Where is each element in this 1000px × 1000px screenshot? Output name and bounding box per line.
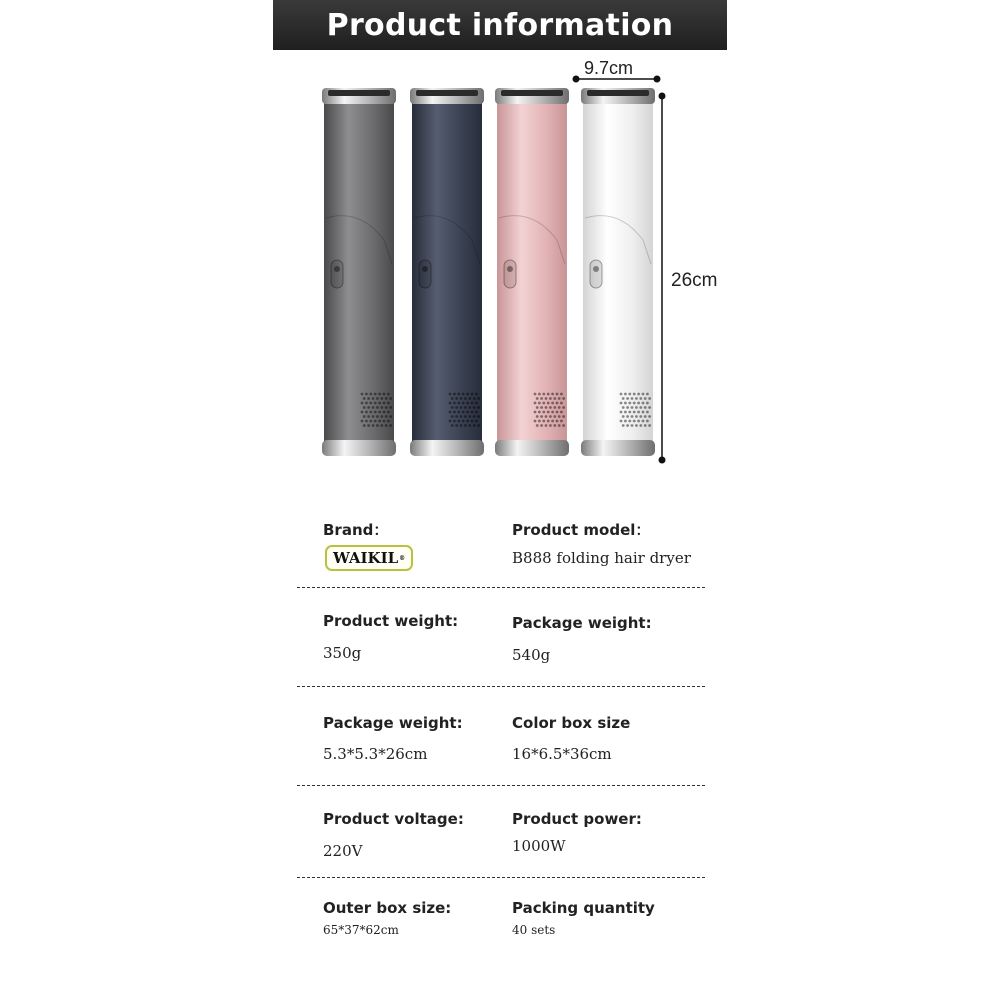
vent-hole bbox=[553, 406, 556, 409]
switch-knob bbox=[507, 266, 513, 272]
vent-hole bbox=[369, 393, 372, 396]
model-label: Product model： bbox=[512, 521, 651, 539]
vent-hole bbox=[455, 415, 458, 418]
vent-hole bbox=[633, 420, 636, 423]
vent-hole bbox=[639, 424, 642, 427]
vent-hole bbox=[462, 420, 465, 423]
vent-hole bbox=[464, 397, 467, 400]
vent-hole bbox=[449, 402, 452, 405]
spec-row-electrical bbox=[297, 785, 705, 878]
vent-hole bbox=[637, 402, 640, 405]
vent-hole bbox=[536, 415, 539, 418]
vent-hole bbox=[374, 411, 377, 414]
vent-hole bbox=[637, 420, 640, 423]
brand-logo: WAIKIL ® bbox=[325, 545, 413, 571]
vent-hole bbox=[471, 411, 474, 414]
vent-hole bbox=[631, 424, 634, 427]
vent-hole bbox=[471, 420, 474, 423]
vent-hole bbox=[376, 406, 379, 409]
voltage-value: 220V bbox=[323, 842, 363, 860]
vent-hole bbox=[542, 420, 545, 423]
vent-hole bbox=[633, 411, 636, 414]
vent-hole bbox=[639, 406, 642, 409]
vent-hole bbox=[365, 402, 368, 405]
vent-hole bbox=[361, 420, 364, 423]
vent-hole bbox=[367, 397, 370, 400]
vent-hole bbox=[372, 397, 375, 400]
vent-hole bbox=[538, 402, 541, 405]
vent-hole bbox=[451, 397, 454, 400]
vent-hole bbox=[473, 424, 476, 427]
vent-hole bbox=[363, 406, 366, 409]
vent-hole bbox=[624, 420, 627, 423]
vent-hole bbox=[560, 411, 563, 414]
vent-hole bbox=[547, 393, 550, 396]
vent-hole bbox=[453, 411, 456, 414]
vent-hole bbox=[457, 402, 460, 405]
vent-hole bbox=[380, 424, 383, 427]
vent-hole bbox=[637, 411, 640, 414]
color-box-value: 16*6.5*36cm bbox=[512, 745, 612, 763]
vent-hole bbox=[385, 415, 388, 418]
bottom-metal-ring bbox=[495, 440, 569, 456]
vent-hole bbox=[551, 402, 554, 405]
vent-hole bbox=[369, 402, 372, 405]
vent-hole bbox=[361, 393, 364, 396]
vent-hole bbox=[460, 415, 463, 418]
vent-hole bbox=[376, 424, 379, 427]
switch-knob bbox=[422, 266, 428, 272]
outer-box-label: Outer box size: bbox=[323, 899, 452, 917]
vent-hole bbox=[646, 402, 649, 405]
product-image-pink bbox=[495, 88, 569, 456]
vent-hole bbox=[644, 424, 647, 427]
vent-hole bbox=[372, 424, 375, 427]
width-dimension-label: 9.7cm bbox=[584, 58, 634, 78]
voltage-label: Product voltage: bbox=[323, 810, 464, 828]
vent-hole bbox=[477, 424, 480, 427]
vent-hole bbox=[635, 397, 638, 400]
vent-hole bbox=[648, 397, 651, 400]
vent-hole bbox=[477, 415, 480, 418]
vent-hole bbox=[534, 420, 537, 423]
vent-hole bbox=[387, 402, 390, 405]
vent-hole bbox=[383, 393, 386, 396]
spec-row-size bbox=[297, 686, 705, 786]
vent-hole bbox=[631, 397, 634, 400]
vent-hole bbox=[363, 415, 366, 418]
vent-hole bbox=[549, 397, 552, 400]
vent-hole bbox=[451, 424, 454, 427]
vent-hole bbox=[624, 402, 627, 405]
vent-hole bbox=[549, 406, 552, 409]
vent-hole bbox=[385, 397, 388, 400]
vent-hole bbox=[562, 406, 565, 409]
bottom-metal-ring bbox=[410, 440, 484, 456]
vent-hole bbox=[369, 420, 372, 423]
vent-hole bbox=[642, 393, 645, 396]
vent-hole bbox=[374, 393, 377, 396]
vent-hole bbox=[468, 406, 471, 409]
vent-hole bbox=[383, 402, 386, 405]
vent-hole bbox=[389, 424, 392, 427]
vent-hole bbox=[542, 411, 545, 414]
vent-hole bbox=[477, 406, 480, 409]
bottom-metal-ring bbox=[322, 440, 396, 456]
product-image-navy bbox=[410, 88, 484, 456]
vent-hole bbox=[374, 420, 377, 423]
vent-hole bbox=[455, 424, 458, 427]
vent-hole bbox=[363, 397, 366, 400]
power-label: Product power: bbox=[512, 810, 642, 828]
vent-hole bbox=[389, 415, 392, 418]
switch-knob bbox=[334, 266, 340, 272]
vent-hole bbox=[642, 411, 645, 414]
vent-hole bbox=[453, 393, 456, 396]
vent-hole bbox=[457, 420, 460, 423]
vent-hole bbox=[553, 415, 556, 418]
vent-hole bbox=[631, 415, 634, 418]
vent-hole bbox=[622, 406, 625, 409]
vent-hole bbox=[383, 420, 386, 423]
vent-hole bbox=[376, 415, 379, 418]
vent-hole bbox=[624, 393, 627, 396]
vent-hole bbox=[545, 415, 548, 418]
brand-label: Brand： bbox=[323, 521, 389, 539]
spec-row-brand bbox=[297, 505, 705, 588]
vent-hole bbox=[464, 415, 467, 418]
power-switch bbox=[504, 260, 516, 288]
vent-hole bbox=[551, 393, 554, 396]
vent-hole bbox=[560, 420, 563, 423]
vent-hole bbox=[387, 411, 390, 414]
vent-hole bbox=[451, 415, 454, 418]
vent-hole bbox=[549, 424, 552, 427]
vent-hole bbox=[387, 393, 390, 396]
vent-hole bbox=[378, 420, 381, 423]
vent-hole bbox=[538, 420, 541, 423]
height-dimension-label: 26cm bbox=[671, 270, 718, 291]
vent-hole bbox=[542, 393, 545, 396]
vent-hole bbox=[475, 411, 478, 414]
vent-hole bbox=[648, 415, 651, 418]
vent-hole bbox=[453, 420, 456, 423]
power-switch bbox=[419, 260, 431, 288]
vent-hole bbox=[462, 411, 465, 414]
page-title: Product information bbox=[326, 7, 674, 43]
vent-hole bbox=[642, 420, 645, 423]
package-weight-label: Package weight: bbox=[512, 614, 652, 632]
packing-qty-label: Packing quantity bbox=[512, 899, 655, 917]
vent-hole bbox=[628, 393, 631, 396]
vent-hole bbox=[547, 402, 550, 405]
vent-hole bbox=[644, 397, 647, 400]
vent-hole bbox=[473, 415, 476, 418]
vent-hole bbox=[540, 424, 543, 427]
vent-hole bbox=[387, 420, 390, 423]
vent-hole bbox=[385, 424, 388, 427]
vent-hole bbox=[620, 402, 623, 405]
vent-hole bbox=[633, 402, 636, 405]
vent-hole bbox=[534, 393, 537, 396]
vent-hole bbox=[620, 411, 623, 414]
vent-hole bbox=[646, 420, 649, 423]
vent-hole bbox=[475, 402, 478, 405]
vent-hole bbox=[378, 393, 381, 396]
vent-hole bbox=[622, 424, 625, 427]
power-switch bbox=[331, 260, 343, 288]
vent-hole bbox=[633, 393, 636, 396]
vent-hole bbox=[468, 424, 471, 427]
air-outlet bbox=[587, 90, 649, 96]
vent-hole bbox=[547, 411, 550, 414]
vent-hole bbox=[376, 397, 379, 400]
vent-hole bbox=[622, 415, 625, 418]
vent-hole bbox=[471, 393, 474, 396]
vent-hole bbox=[466, 411, 469, 414]
vent-hole bbox=[471, 402, 474, 405]
vent-hole bbox=[545, 397, 548, 400]
vent-hole bbox=[556, 402, 559, 405]
vent-hole bbox=[361, 402, 364, 405]
vent-hole bbox=[457, 411, 460, 414]
vent-hole bbox=[460, 406, 463, 409]
vent-hole bbox=[449, 420, 452, 423]
vent-hole bbox=[372, 406, 375, 409]
vent-hole bbox=[635, 424, 638, 427]
vent-hole bbox=[635, 415, 638, 418]
vent-hole bbox=[460, 397, 463, 400]
vent-hole bbox=[536, 424, 539, 427]
vent-hole bbox=[551, 420, 554, 423]
vent-hole bbox=[558, 397, 561, 400]
vent-hole bbox=[558, 424, 561, 427]
vent-hole bbox=[628, 411, 631, 414]
vent-hole bbox=[449, 393, 452, 396]
vent-hole bbox=[468, 397, 471, 400]
header-banner bbox=[273, 0, 727, 50]
vent-hole bbox=[639, 415, 642, 418]
vent-hole bbox=[556, 411, 559, 414]
power-value: 1000W bbox=[512, 837, 566, 855]
vent-hole bbox=[365, 393, 368, 396]
vent-hole bbox=[624, 411, 627, 414]
vent-hole bbox=[620, 420, 623, 423]
power-switch bbox=[590, 260, 602, 288]
vent-hole bbox=[562, 424, 565, 427]
vent-hole bbox=[453, 402, 456, 405]
air-outlet bbox=[416, 90, 478, 96]
vent-hole bbox=[455, 406, 458, 409]
vent-hole bbox=[542, 402, 545, 405]
vent-hole bbox=[628, 420, 631, 423]
vent-hole bbox=[473, 397, 476, 400]
vent-hole bbox=[547, 420, 550, 423]
vent-hole bbox=[380, 397, 383, 400]
vent-hole bbox=[644, 406, 647, 409]
package-size-value: 5.3*5.3*26cm bbox=[323, 745, 428, 763]
vent-hole bbox=[380, 406, 383, 409]
vent-hole bbox=[551, 411, 554, 414]
product-gallery bbox=[0, 50, 1000, 490]
vent-hole bbox=[646, 411, 649, 414]
vent-hole bbox=[553, 397, 556, 400]
vent-hole bbox=[466, 393, 469, 396]
vent-hole bbox=[473, 406, 476, 409]
vent-hole bbox=[380, 415, 383, 418]
vent-hole bbox=[367, 415, 370, 418]
vent-hole bbox=[389, 406, 392, 409]
product-weight-value: 350g bbox=[323, 644, 362, 662]
vent-hole bbox=[540, 406, 543, 409]
switch-knob bbox=[593, 266, 599, 272]
outer-box-value: 65*37*62cm bbox=[323, 923, 399, 937]
vent-hole bbox=[361, 411, 364, 414]
vent-hole bbox=[466, 402, 469, 405]
vent-hole bbox=[562, 397, 565, 400]
spec-row-weight bbox=[297, 587, 705, 687]
vent-hole bbox=[389, 397, 392, 400]
vent-hole bbox=[460, 424, 463, 427]
vent-hole bbox=[534, 411, 537, 414]
vent-hole bbox=[468, 415, 471, 418]
vent-hole bbox=[628, 402, 631, 405]
vent-hole bbox=[549, 415, 552, 418]
vent-hole bbox=[457, 393, 460, 396]
air-outlet bbox=[501, 90, 563, 96]
product-image-gray bbox=[322, 88, 396, 456]
vent-hole bbox=[369, 411, 372, 414]
vent-hole bbox=[365, 420, 368, 423]
vent-hole bbox=[545, 424, 548, 427]
vent-hole bbox=[451, 406, 454, 409]
vent-hole bbox=[462, 402, 465, 405]
vent-hole bbox=[363, 424, 366, 427]
vent-hole bbox=[365, 411, 368, 414]
vent-hole bbox=[540, 415, 543, 418]
vent-hole bbox=[378, 411, 381, 414]
vent-hole bbox=[455, 397, 458, 400]
vent-hole bbox=[626, 415, 629, 418]
vent-hole bbox=[648, 424, 651, 427]
vent-hole bbox=[538, 411, 541, 414]
vent-hole bbox=[562, 415, 565, 418]
vent-hole bbox=[545, 406, 548, 409]
vent-hole bbox=[558, 415, 561, 418]
package-weight-value: 540g bbox=[512, 646, 551, 664]
vent-hole bbox=[553, 424, 556, 427]
vent-hole bbox=[642, 402, 645, 405]
vent-hole bbox=[556, 420, 559, 423]
vent-hole bbox=[560, 402, 563, 405]
vent-hole bbox=[475, 393, 478, 396]
vent-hole bbox=[644, 415, 647, 418]
vent-hole bbox=[635, 406, 638, 409]
vent-hole bbox=[464, 424, 467, 427]
package-size-label: Package weight: bbox=[323, 714, 463, 732]
vent-hole bbox=[449, 411, 452, 414]
product-image-white bbox=[581, 88, 655, 456]
vent-hole bbox=[626, 424, 629, 427]
vent-hole bbox=[367, 406, 370, 409]
vent-hole bbox=[462, 393, 465, 396]
color-box-label: Color box size bbox=[512, 714, 631, 732]
vent-hole bbox=[475, 420, 478, 423]
vent-hole bbox=[466, 420, 469, 423]
vent-hole bbox=[374, 402, 377, 405]
vent-hole bbox=[626, 397, 629, 400]
vent-hole bbox=[556, 393, 559, 396]
vent-hole bbox=[383, 411, 386, 414]
vent-hole bbox=[385, 406, 388, 409]
model-value: B888 folding hair dryer bbox=[512, 549, 691, 567]
spec-row-packing bbox=[297, 877, 705, 957]
vent-hole bbox=[631, 406, 634, 409]
vent-hole bbox=[626, 406, 629, 409]
vent-hole bbox=[540, 397, 543, 400]
vent-hole bbox=[477, 397, 480, 400]
bottom-metal-ring bbox=[581, 440, 655, 456]
air-outlet bbox=[328, 90, 390, 96]
product-weight-label: Product weight: bbox=[323, 612, 459, 630]
vent-hole bbox=[536, 406, 539, 409]
vent-hole bbox=[620, 393, 623, 396]
vent-hole bbox=[464, 406, 467, 409]
vent-hole bbox=[558, 406, 561, 409]
vent-hole bbox=[367, 424, 370, 427]
vent-hole bbox=[538, 393, 541, 396]
vent-hole bbox=[536, 397, 539, 400]
vent-hole bbox=[534, 402, 537, 405]
vent-hole bbox=[646, 393, 649, 396]
packing-qty-value: 40 sets bbox=[512, 923, 556, 937]
vent-hole bbox=[372, 415, 375, 418]
vent-hole bbox=[648, 406, 651, 409]
vent-hole bbox=[378, 402, 381, 405]
vent-hole bbox=[622, 397, 625, 400]
vent-hole bbox=[637, 393, 640, 396]
vent-hole bbox=[639, 397, 642, 400]
vent-hole bbox=[560, 393, 563, 396]
